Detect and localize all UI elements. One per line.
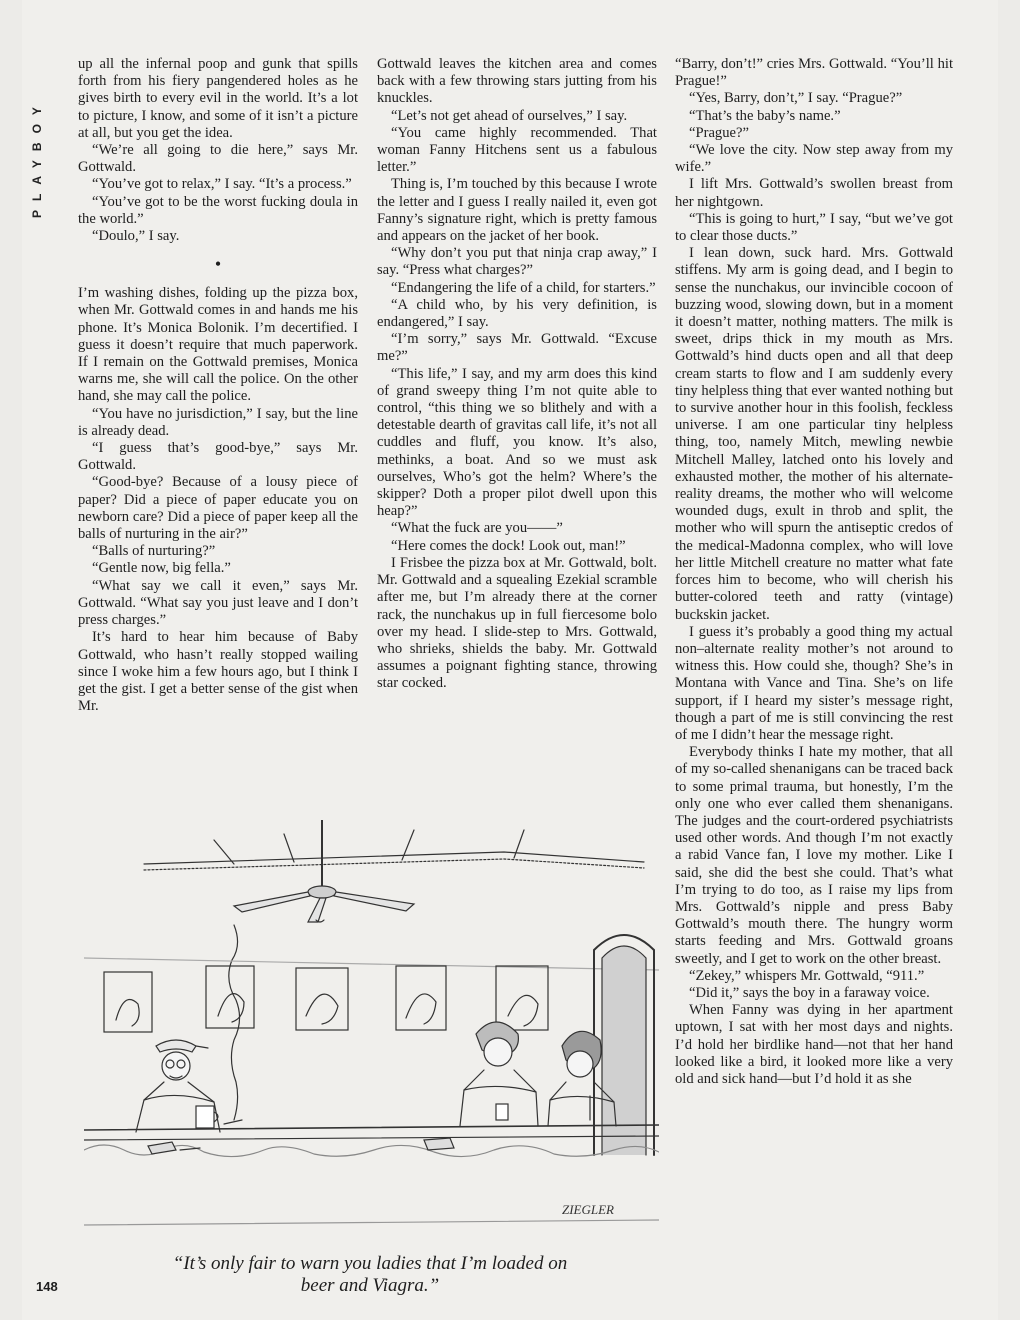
paragraph: “This is going to hurt,” I say, “but we’ve got to clear those ducts.” [675,210,953,245]
cartoon-illustration [84,820,659,1245]
paragraph: When Fanny was dying in her apartment uptown, I sat with her most days and nights. I’d hold her birdlike hand—not that her hand looked like a bird, it looked more like a very old and sick hand—but I’d hold it as she [675,1002,953,1087]
paragraph: “I guess that’s good-bye,” says Mr. Gottwald. [78,440,358,474]
paragraph: “We’re all going to die here,” says Mr. Gottwald. [78,142,358,176]
paragraph: “Here comes the dock! Look out, man!” [391,537,626,554]
paragraph: “We love the city. Now step away from my wife.” [675,142,953,176]
text-column-2 [377,56,657,693]
text-column-3 [675,56,953,1088]
paragraph: I guess it’s probably a good thing my actual non–alternate reality mother’s not around to witness this. How could she, though? She’s in Montana with Vance and Tina. She’s on life support, if I heard my sister’s message right, though a part of me is still convincing the rest of me I didn’t hear the message right. [675,623,953,743]
text-column-1 [78,56,358,715]
paragraph: “You came highly recommended. That woman Fanny Hitchens sent us a fabulous letter.” [377,124,657,176]
paragraph: “Yes, Barry, don’t,” I say. “Prague?” [689,90,903,107]
paragraph: I lift Mrs. Gottwald’s swollen breast from her nightgown. [675,176,953,210]
paragraph: “What say we call it even,” says Mr. Gottwald. “What say you just leave and I don’t press charges.” [78,577,358,629]
paragraph: “Did it,” says the boy in a faraway voice. [689,984,930,1001]
paragraph: I Frisbee the pizza box at Mr. Gottwald, bolt. Mr. Gottwald and a squealing Ezekial scramble after me, but I’m already there at the corner rack, the nunchakus up in full fiercesome bolo over my head. I slide-step to Mrs. Gottwald, who shrieks, shields the baby. Mr. Gottwald assumes a poignant fighting stance, throwing star cocked. [377,554,657,692]
paragraph: “You’ve got to relax,” I say. “It’s a process.” [92,176,352,193]
paragraph: “Gentle now, big fella.” [92,560,231,577]
paragraph: “Balls of nurturing?” [92,543,216,560]
paragraph: “Zekey,” whispers Mr. Gottwald, “911.” [689,967,925,984]
paragraph: “Barry, don’t!” cries Mrs. Gottwald. “You’ll hit Prague!” [675,56,953,90]
paragraph: “You’ve got to be the worst fucking doula in the world.” [78,193,358,227]
paragraph: “Prague?” [689,124,749,141]
magazine-running-head: PLAYBOY [30,98,44,218]
paragraph: “Why don’t you put that ninja crap away,” I say. “Press what charges?” [377,245,657,279]
paragraph: I lean down, suck hard. Mrs. Gottwald stiffens. My arm is going dead, and I begin to sense the nunchakus, our invincible cocoon of buzzing wood, slowing down, but in a moment it doesn’t matter, nothing matters. The milk is sweet, drips thick in my mouth as Mrs. Gottwald’s hind ducts open and all that deep cream starts to flow and I am suddenly every tiny helpless thing that ever wanted nothing but to survive another hour in this foolish, feckless universe. I am one particular tiny helpless thing, too, namely Mitch, mewling newbie Mitchell Malley, latched onto his lovely and exhausted mother, the mother of his alternate-reality dreams, the mother who will welcome wounded dugs, exult in throb and split, the mother who will spurn the antiseptic credos of the medical-Madonna complex, who will love her little Mitchell creature no matter what fate forces him to become, who will cherish his butter-colored teeth and ratty (vintage) buckskin jacket. [675,245,953,623]
paragraph: “This life,” I say, and my arm does this kind of grand sweepy thing I’m not quite able to control, “this thing we so blithely and with a detestable dearth of gravitas call life, it’s not all cuddles and fluff, you know. It’s also, methinks, a boat. And so we must ask ourselves, Who’s got the helm? Where’s the skipper? Doth a proper pilot dwell upon this heap?” [377,365,657,520]
paragraph: It’s hard to hear him because of Baby Gottwald, who hasn’t really stopped wailing since I woke him a few hours ago, but I think I get the gist. I get a better sense of the gist when Mr. [78,629,358,715]
cartoon-caption [110,1253,630,1297]
paragraph: “A child who, by his very definition, is endangered,” I say. [377,296,657,331]
caption-line-2: beer and Viagra.” [300,1275,440,1296]
paragraph: “Let’s not get ahead of ourselves,” I say. [391,107,628,124]
paragraph: “Endangering the life of a child, for starters.” [391,279,656,296]
paragraph: I’m washing dishes, folding up the pizza box, when Mr. Gottwald comes in and hands me his phone. It’s Monica Bolonik. I’m decertified. I guess it doesn’t require that much paperwork. If I remain on the Gottwald premises, Monica warns me, she will call the police. On the other hand, she may call the police. [78,285,358,405]
paragraph: Everybody thinks I hate my mother, that all of my so-called shenanigans can be traced back to some primal trauma, but honestly, I’m the only one who ever called them shenanigans. The judges and the court-ordered psychiatrists used other words. And though I’m not exactly a rabid Vance fan, I love my mother. Like I said, she did the best she could. That’s what I’m trying to do too, as I raise my lips from Mrs. Gottwald’s nipple and press Baby Gottwald’s mouth there. The hungry worm starts feeding and Mrs. Gottwald groans sweetly, and I get to work on the other breast. [675,744,953,967]
paragraph: “Doulo,” I say. [92,228,180,245]
caption-line-1: “It’s only fair to warn you ladies that I’m loaded on [172,1253,568,1274]
paragraph: “That’s the baby’s name.” [689,107,841,124]
page-number: 148 [36,1279,58,1294]
paragraph: up all the infernal poop and gunk that spills forth from his fiery pangendered holes as he gives birth to every evil in the world. It’s a lot to picture, I know, and some of it isn’t a picture at all, but you get the idea. [78,56,358,141]
paragraph: “Good-bye? Because of a lousy piece of paper? Did a piece of paper educate you on newborn care? Did a piece of paper keep all the balls of nurturing in the air?” [78,474,358,543]
paragraph: “You have no jurisdiction,” I say, but the line is already dead. [78,405,358,439]
cartoonist-signature: ZIEGLER [562,1202,614,1217]
paragraph: Thing is, I’m touched by this because I wrote the letter and I guess I really nailed it, even got Fanny’s signature right, which is pretty famous and appears on the jacket of her book. [377,176,657,245]
section-break-bullet: • [214,254,222,275]
paragraph: “I’m sorry,” says Mr. Gottwald. “Excuse me?” [377,331,657,365]
paragraph: Gottwald leaves the kitchen area and comes back with a few throwing stars jutting from his knuckles. [377,56,657,107]
paragraph: “What the fuck are you——” [391,520,563,537]
